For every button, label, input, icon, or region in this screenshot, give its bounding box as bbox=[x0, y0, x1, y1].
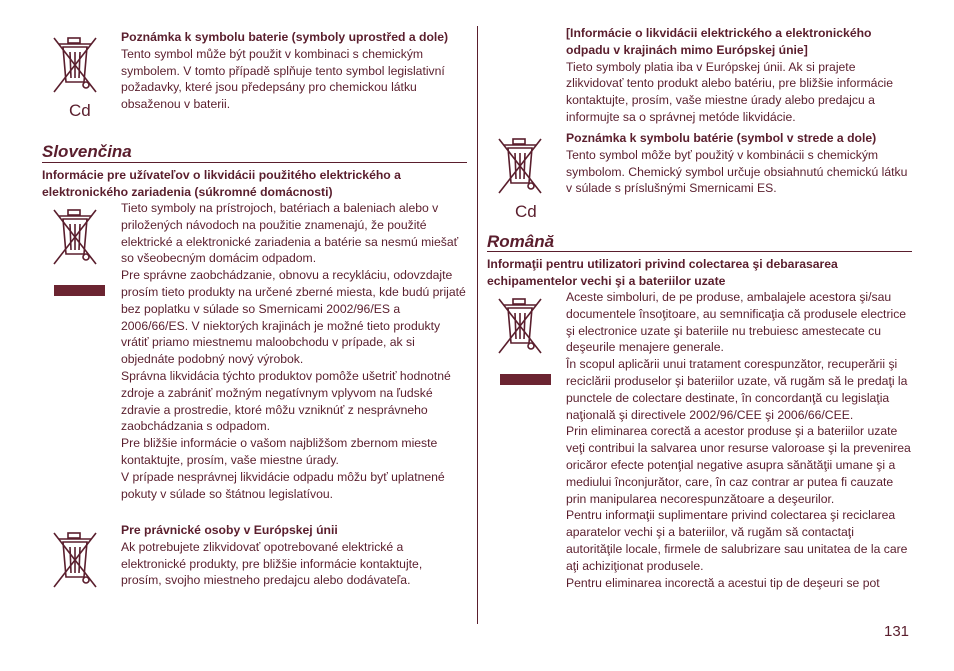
cz-battery-note bbox=[121, 29, 466, 113]
sk-note-title: Poznámka k symbolu batérie (symbol v strede a dole) bbox=[566, 131, 877, 145]
sk-paragraph: Správna likvidácia týchto produktov pomôže ušetriť hodnotné zdroje a zabrániť možným negatívnym vplyvom na ľudské zdravie a prostredie, ktoré môžu vzniknúť z nesprávneho zaobchádzania s odpadom. bbox=[121, 368, 451, 434]
separate-collection-bar bbox=[500, 374, 551, 385]
weee-bin-icon bbox=[495, 135, 547, 197]
column-divider bbox=[477, 26, 478, 624]
slovak-heading: Slovenčina bbox=[42, 142, 132, 161]
sk-legal-body: Ak potrebujete zlikvidovať opotrebované elektrické a elektronické produkty, pre bližšie informácie kontaktujte, prosím, svojho miestneho predajcu alebo dodávateľa. bbox=[121, 539, 423, 588]
weee-bin-icon bbox=[50, 529, 102, 591]
chemical-symbol-cd: Cd bbox=[69, 101, 91, 120]
sk-info-body bbox=[121, 200, 469, 502]
ro-info-body bbox=[566, 289, 912, 591]
ro-paragraph: Aceste simboluri, de pe produse, ambalajele acestora şi/sau documentele însoţitoare, au semnificaţia că produsele electrice şi electronice uzate şi bateriile nu trebuiesc amestecate cu deşeurile menajere generale. bbox=[566, 290, 907, 355]
sk-outside-body: Tieto symboly platia iba v Európskej únii. Ak si prajete zlikvidovať tento produkt alebo batériu, pre bližšie informácie kontaktujte, prosím, vaše miestne úrady alebo predajcu a informujte sa o správnej metóde likvidácie. bbox=[566, 59, 894, 124]
cz-note-title: Poznámka k symbolu baterie (symboly uprostřed a dole) bbox=[121, 30, 449, 44]
slovak-heading-rule bbox=[42, 162, 467, 163]
sk-paragraph: Pre bližšie informácie o vašom najbližšom zbernom mieste kontaktujte, prosím, vaše miestne úrady. bbox=[121, 436, 438, 467]
ro-info-title: Informaţii pentru utilizatori privind colectarea şi debarasarea echipamentelor vechi şi a bateriilor uzate bbox=[487, 257, 838, 288]
sk-note-body: Tento symbol môže byť použitý v kombinácii s chemickým symbolom. Chemický symbol určuje obsiahnutú chemickú látku v súlade s príslušnými Smernicami ES. bbox=[566, 147, 908, 196]
sk-outside-title: [Informácie o likvidácii elektrického a elektronického odpadu v krajinách mimo Európskej únie] bbox=[566, 26, 872, 57]
sk-paragraph: Pre správne zaobchádzanie, obnovu a recykláciu, odovzdajte prosím tieto produkty na určené zberné miesta, kde budú prijaté bez poplatku v súlade so Smernicami 2002/96/ES a 2006/66/ES. V niektorých krajinách je možné tieto produkty vrátiť priamo miestnemu maloobchodu v prípade, ak si objednáte podobný nový výrobok. bbox=[121, 268, 466, 367]
ro-paragraph: Pentru eliminarea incorectă a acestui tip de deşeuri se pot bbox=[566, 575, 880, 590]
page-number: 131 bbox=[884, 623, 910, 640]
sk-outside-eu bbox=[566, 25, 911, 126]
ro-paragraph: În scopul aplicării unui tratament corespunzător, recuperării şi reciclării produselor şi bateriilor uzate, vă rugăm să le predaţi la punctele de colectare destinate, în concordanţă cu legislaţia naţională şi directivele 2002/96/CEE şi 2006/66/CEE. bbox=[566, 357, 908, 422]
sk-paragraph: V prípade nesprávnej likvidácie odpadu môžu byť uplatnené pokuty v súlade so štátnou legislatívou. bbox=[121, 469, 445, 501]
cz-note-body: Tento symbol může být použit v kombinaci s chemickým symbolem. V tomto případě splňuje tento symbol legislativní požadavky, které jsou předepsány pro chemickou látku obsaženou v baterii. bbox=[121, 46, 445, 112]
weee-bin-icon bbox=[495, 295, 547, 357]
sk-legal-title: Pre právnické osoby v Európskej únii bbox=[121, 523, 338, 537]
ro-paragraph: Prin eliminarea corectă a acestor produse şi a bateriilor uzate veţi contribui la salvarea unor resurse valoroase şi la prevenirea oricăror efecte potenţial negative asupra sănătăţii umane şi a mediului înconjurător, care, în caz contrar ar putea fi cauzate prin manipularea necorespunzătoare a deşeurilor. bbox=[566, 424, 911, 506]
chemical-symbol-cd: Cd bbox=[515, 202, 537, 221]
sk-legal-entities bbox=[121, 522, 466, 589]
weee-bin-icon bbox=[50, 206, 102, 268]
romanian-heading-rule bbox=[487, 251, 912, 252]
ro-paragraph: Pentru informaţii suplimentare privind colectarea şi reciclarea aparatelor vechi şi a bateriilor, vă rugăm să contactaţi autorităţile locale, firmele de salubrizare sau unitatea de la care aţi achiziţionat produsele. bbox=[566, 508, 908, 573]
sk-paragraph: Tieto symboly na prístrojoch, batériach a baleniach alebo v priložených návodoch na použitie znamenajú, že použité elektrické a elektronické zariadenia a batérie sa nesmú miešať so všeobecným domácim odpadom. bbox=[121, 201, 459, 266]
romanian-heading: Română bbox=[487, 232, 555, 251]
separate-collection-bar bbox=[54, 285, 105, 296]
sk-battery-note bbox=[566, 130, 911, 197]
weee-bin-icon bbox=[50, 34, 102, 96]
sk-info-title: Informácie pre užívateľov o likvidácii použitého elektrického a elektronického zariadenia (súkromné domácnosti) bbox=[42, 168, 401, 199]
